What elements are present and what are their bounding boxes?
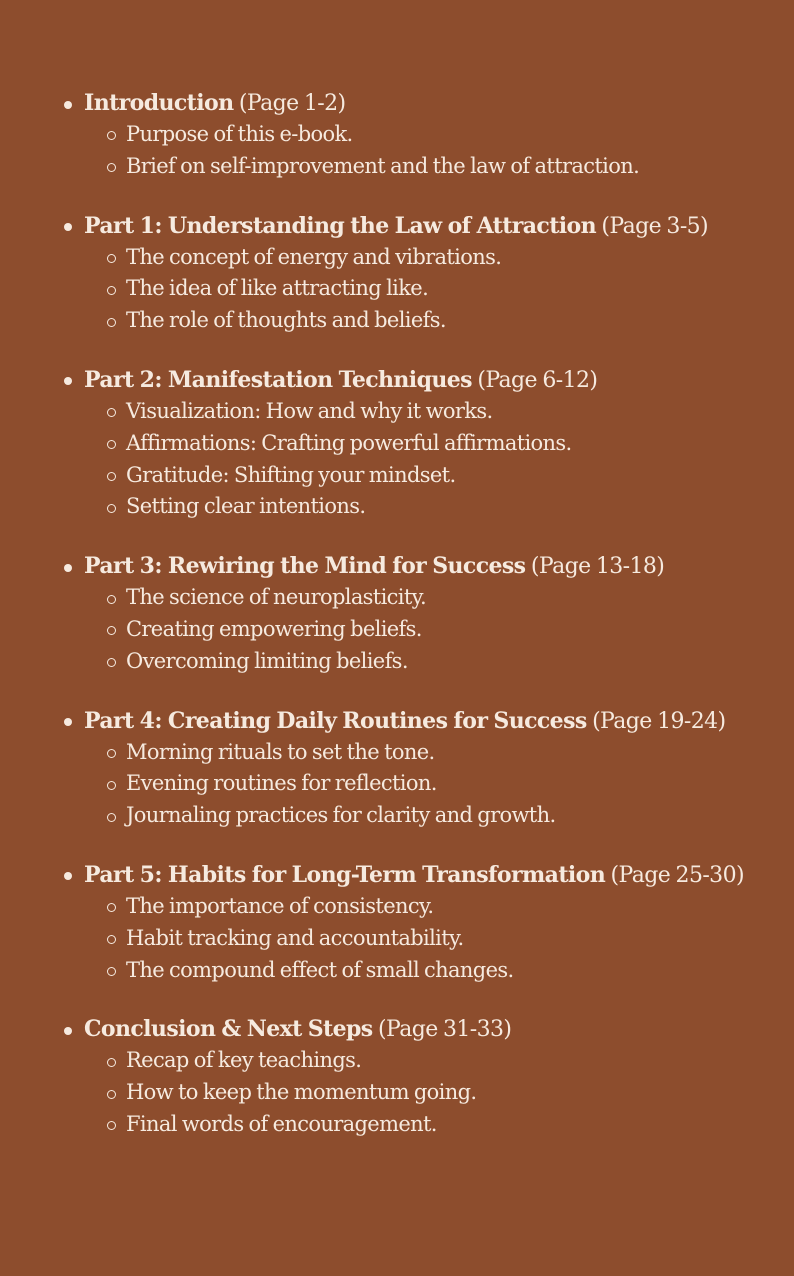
section-heading xyxy=(64,88,764,119)
section-heading-text xyxy=(84,1014,511,1045)
list-item xyxy=(107,1109,764,1141)
list-item-text: Affirmations: Crafting powerful affirmations. xyxy=(126,430,572,455)
list-item xyxy=(107,768,764,800)
section-heading xyxy=(64,551,764,582)
hollow-bullet-icon xyxy=(107,935,116,944)
hollow-bullet-icon xyxy=(107,1121,116,1130)
list-item xyxy=(107,955,764,987)
list-item-text: Visualization: How and why it works. xyxy=(126,398,493,423)
section-heading-text xyxy=(84,211,708,242)
section-heading xyxy=(64,365,764,396)
list-item-text: The concept of energy and vibrations. xyxy=(126,244,502,269)
list-item xyxy=(107,891,764,923)
list-item-text: Recap of key teachings. xyxy=(126,1048,362,1073)
hollow-bullet-icon xyxy=(107,1090,116,1099)
toc-section-introduction xyxy=(64,88,764,183)
section-title: Part 4: Creating Daily Routines for Success xyxy=(84,707,587,734)
subitem-list xyxy=(107,396,764,523)
filled-bullet-icon xyxy=(64,377,72,385)
list-item xyxy=(107,119,764,151)
hollow-bullet-icon xyxy=(107,131,116,140)
filled-bullet-icon xyxy=(64,718,72,726)
list-item-text: How to keep the momentum going. xyxy=(126,1080,477,1105)
section-heading xyxy=(64,706,764,737)
section-heading-text xyxy=(84,365,597,396)
list-item-text: The importance of consistency. xyxy=(126,893,434,918)
page-range: (Page 19-24) xyxy=(592,708,726,734)
list-item xyxy=(107,460,764,492)
hollow-bullet-icon xyxy=(107,472,116,481)
hollow-bullet-icon xyxy=(107,967,116,976)
list-item-text: Setting clear intentions. xyxy=(126,494,366,519)
hollow-bullet-icon xyxy=(107,903,116,912)
hollow-bullet-icon xyxy=(107,163,116,172)
list-item xyxy=(107,923,764,955)
section-heading-text xyxy=(84,88,346,119)
section-heading xyxy=(64,211,764,242)
list-item xyxy=(107,396,764,428)
list-item-text: Evening routines for reflection. xyxy=(126,771,437,796)
toc-section-part-5 xyxy=(64,860,764,986)
section-heading-text xyxy=(84,860,744,891)
hollow-bullet-icon xyxy=(107,595,116,604)
list-item-text: Creating empowering beliefs. xyxy=(126,616,422,641)
list-item-text: The science of neuroplasticity. xyxy=(126,585,427,610)
page-range: (Page 13-18) xyxy=(530,554,665,580)
hollow-bullet-icon xyxy=(107,440,116,449)
filled-bullet-icon xyxy=(64,1027,72,1035)
list-item xyxy=(107,491,764,523)
list-item xyxy=(107,305,764,337)
list-item-text: Final words of encouragement. xyxy=(126,1111,437,1136)
page-range: (Page 31-33) xyxy=(378,1017,512,1043)
list-item xyxy=(107,614,764,646)
list-item xyxy=(107,1077,764,1109)
subitem-list xyxy=(107,891,764,986)
list-item xyxy=(107,582,764,614)
page-range: (Page 6-12) xyxy=(477,367,598,393)
toc-section-part-4 xyxy=(64,706,764,832)
hollow-bullet-icon xyxy=(107,781,116,790)
list-item-text: Gratitude: Shifting your mindset. xyxy=(126,462,456,487)
hollow-bullet-icon xyxy=(107,813,116,822)
toc-section-part-2 xyxy=(64,365,764,523)
section-title: Part 2: Manifestation Techniques xyxy=(84,366,472,393)
list-item xyxy=(107,273,764,305)
filled-bullet-icon xyxy=(64,564,72,572)
filled-bullet-icon xyxy=(64,101,72,109)
list-item xyxy=(107,800,764,832)
hollow-bullet-icon xyxy=(107,1058,116,1067)
list-item-text: Habit tracking and accountability. xyxy=(126,925,464,950)
list-item-text: The compound effect of small changes. xyxy=(126,957,514,982)
list-item-text: Overcoming limiting beliefs. xyxy=(126,648,408,673)
page-range: (Page 25-30) xyxy=(610,862,744,888)
list-item xyxy=(107,1045,764,1077)
section-heading-text xyxy=(84,551,664,582)
list-item xyxy=(107,737,764,769)
list-item-text: Journaling practices for clarity and growth. xyxy=(126,803,556,828)
subitem-list xyxy=(107,737,764,832)
section-heading xyxy=(64,860,764,891)
list-item-text: The role of thoughts and beliefs. xyxy=(126,308,446,333)
toc-section-part-3 xyxy=(64,551,764,677)
list-item xyxy=(107,646,764,678)
subitem-list xyxy=(107,119,764,183)
subitem-list xyxy=(107,1045,764,1140)
section-title: Part 3: Rewiring the Mind for Success xyxy=(84,553,526,580)
section-heading-text xyxy=(84,706,725,737)
hollow-bullet-icon xyxy=(107,286,116,295)
section-title: Part 5: Habits for Long-Term Transformation xyxy=(84,861,606,888)
hollow-bullet-icon xyxy=(107,658,116,667)
filled-bullet-icon xyxy=(64,872,72,880)
hollow-bullet-icon xyxy=(107,504,116,513)
toc-section-part-1 xyxy=(64,211,764,337)
hollow-bullet-icon xyxy=(107,254,116,263)
section-title: Part 1: Understanding the Law of Attraction xyxy=(84,212,597,239)
page-range: (Page 1-2) xyxy=(238,91,346,116)
hollow-bullet-icon xyxy=(107,318,116,327)
list-item xyxy=(107,428,764,460)
subitem-list xyxy=(107,242,764,337)
page-range: (Page 3-5) xyxy=(601,213,709,239)
hollow-bullet-icon xyxy=(107,749,116,758)
hollow-bullet-icon xyxy=(107,626,116,635)
list-item-text: Purpose of this e-book. xyxy=(126,122,353,146)
list-item-text: Brief on self-improvement and the law of attraction. xyxy=(126,153,640,178)
hollow-bullet-icon xyxy=(107,408,116,417)
list-item-text: Morning rituals to set the tone. xyxy=(126,739,435,764)
section-title: Introduction xyxy=(84,90,234,116)
list-item xyxy=(107,242,764,274)
subitem-list xyxy=(107,582,764,677)
list-item-text: The idea of like attracting like. xyxy=(126,276,429,301)
section-title: Conclusion & Next Steps xyxy=(84,1016,373,1043)
filled-bullet-icon xyxy=(64,223,72,231)
section-heading xyxy=(64,1014,764,1045)
toc-section-conclusion xyxy=(64,1014,764,1140)
list-item xyxy=(107,151,764,183)
